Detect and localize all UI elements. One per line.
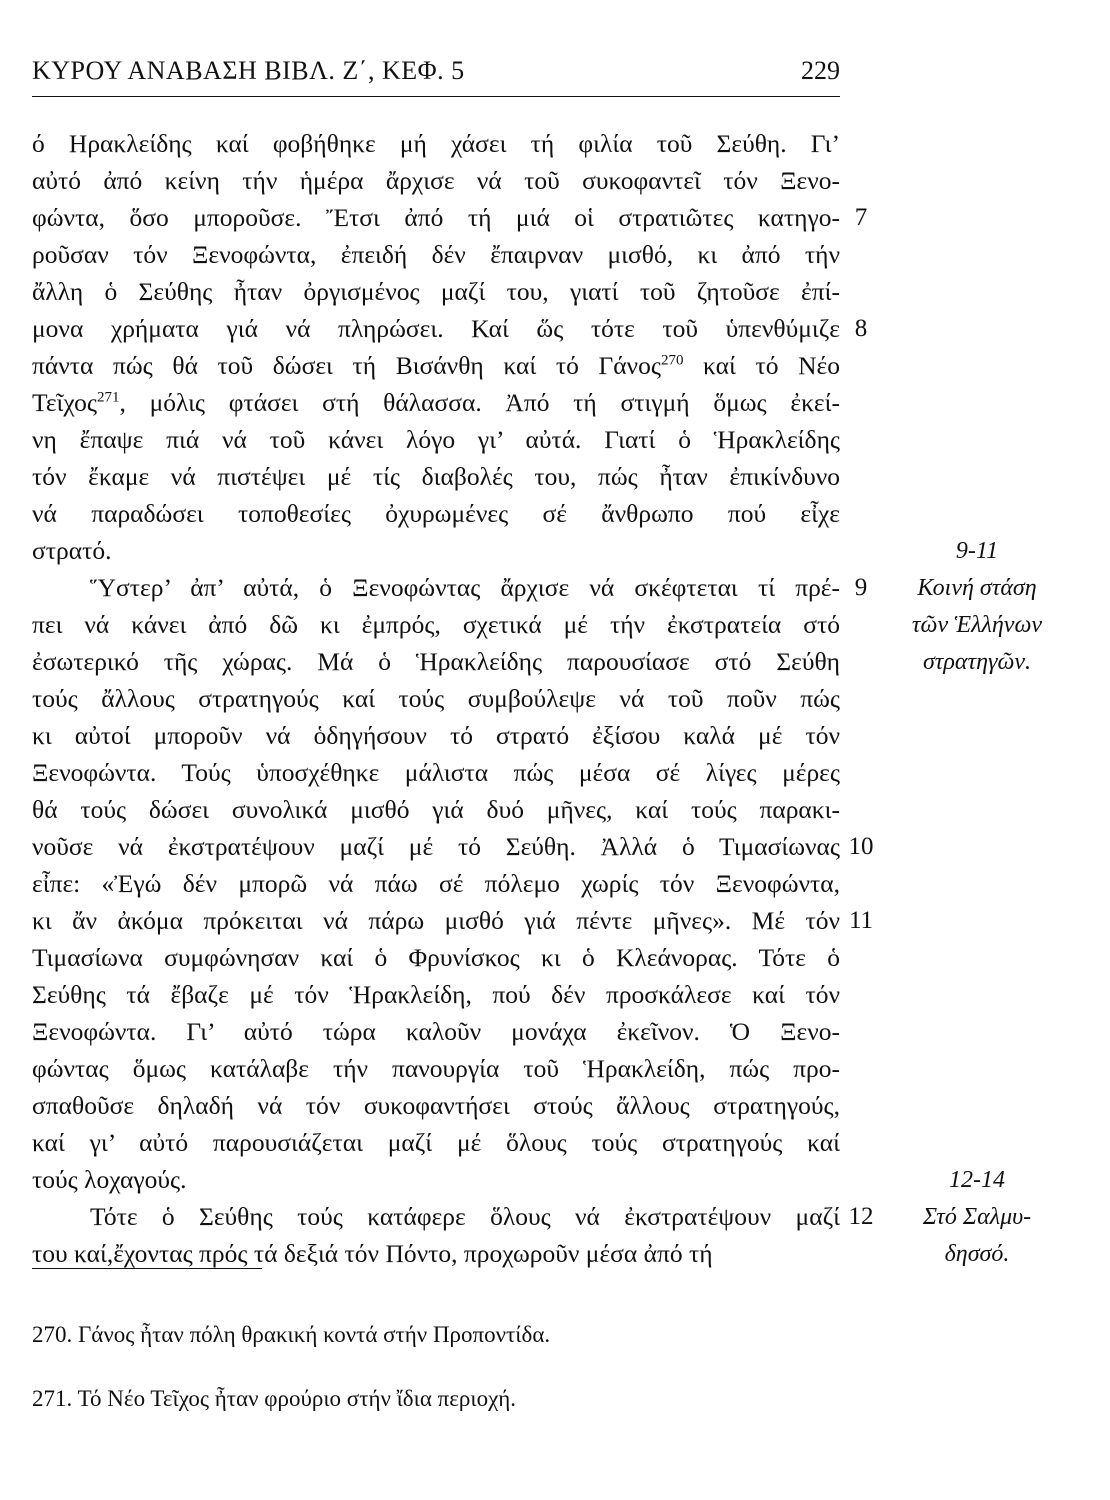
- text-line: ροῦσαν τόν Ξενοφώντα, ἐπειδή δέν ἔπαιρναν μισθό, κι ἀπό τήν: [32, 240, 840, 269]
- text-line: ἄλλη ὁ Σεύθης ἦταν ὀργισμένος μαζί του, γιατί τοῦ ζητοῦσε ἐπί-: [32, 277, 840, 306]
- text-line: [32, 385, 840, 421]
- line-number: 12: [848, 1203, 874, 1230]
- text-line: ἐσωτερικό τῆς χώρας. Μά ὁ Ἡρακλείδης παρουσίασε στό Σεύθη: [32, 647, 840, 676]
- line-number: 8: [854, 315, 868, 342]
- text-line: στρατό.: [32, 536, 112, 565]
- footnote-270: 270. Γάνος ἦταν πόλη θρακική κοντά στήν Προποντίδα.: [32, 1322, 551, 1347]
- margin-note-range: 12-14: [949, 1167, 1005, 1193]
- text-line: Ξενοφώντα. Τούς ὑποσχέθηκε μάλιστα πώς μέσα σέ λίγες μέρες: [32, 758, 840, 787]
- text-line: αὐτό ἀπό κείνη τήν ἡμέρα ἄρχισε νά τοῦ συκοφαντεῖ τόν Ξενο-: [32, 166, 840, 195]
- text-line: Τότε ὁ Σεύθης τούς κατάφερε ὅλους νά ἐκστρατέψουν μαζί: [90, 1202, 840, 1231]
- margin-note-line: Κοινή στάση: [917, 575, 1037, 601]
- text-line: κι ἄν ἀκόμα πρόκειται νά πάρω μισθό γιά πέντε μῆνες». Μέ τόν: [32, 906, 840, 935]
- running-header: [32, 50, 840, 90]
- text-line: Ὕστερ’ ἀπ’ αὐτά, ὁ Ξενοφώντας ἄρχισε νά σκέφτεται τί πρέ-: [90, 573, 840, 602]
- running-title: ΚΥΡΟΥ ΑΝΑΒΑΣΗ ΒΙΒΛ. Ζ΄, ΚΕΦ. 5: [32, 56, 465, 85]
- footnote-ref-270: 270: [660, 352, 684, 369]
- text-line: Σεύθης τά ἔβαζε μέ τόν Ἡρακλείδη, πού δέν προσκάλεσε καί τόν: [32, 980, 840, 1009]
- margin-note-line: δησσό.: [944, 1241, 1010, 1267]
- text-line: νά παραδώσει τοποθεσίες ὀχυρωμένες σέ ἄνθρωπο πού εἶχε: [32, 499, 840, 528]
- header-rule: [32, 96, 840, 97]
- footnote-ref-271: 271: [97, 389, 120, 406]
- text-line: κι αὐτοί μποροῦν νά ὁδηγήσουν τό στρατό ἐξίσου καλά μέ τόν: [32, 721, 840, 750]
- text-line: ό Ηρακλείδης καί φοβήθηκε μή χάσει τή φιλία τοῦ Σεύθη. Γι’: [32, 129, 840, 158]
- line-number: 10: [848, 833, 874, 860]
- text-line: τούς ἄλλους στρατηγούς καί τούς συμβούλεψε νά τοῦ ποῦν πώς: [32, 684, 840, 713]
- margin-note-line: στρατηγῶν.: [922, 649, 1032, 675]
- text-segment: Τεῖχος: [32, 388, 97, 417]
- margin-note-line: τῶν Ἑλλήνων: [911, 612, 1043, 638]
- text-segment: πάντα πώς θά τοῦ δώσει τή Βισάνθη καί τό Γάνος: [32, 351, 661, 380]
- line-number: 7: [854, 204, 868, 231]
- page-number: 229: [801, 56, 840, 85]
- text-line: σπαθοῦσε δηλαδή νά τόν συκοφαντήσει στούς ἄλλους στρατηγούς,: [32, 1091, 840, 1120]
- line-number: 11: [848, 907, 874, 934]
- text-line: καί γι’ αὐτό παρουσιάζεται μαζί μέ ὅλους τούς στρατηγούς καί: [32, 1128, 840, 1157]
- margin-note-range: 9-11: [955, 538, 999, 564]
- text-segment: , μόλις φτάσει στή θάλασσα. Ἀπό τή στιγμή ὅμως ἐκεί-: [119, 388, 840, 417]
- footnote-271: 271. Τό Νέο Τεῖχος ἦταν φρούριο στήν ἴδια περιοχή.: [32, 1386, 517, 1411]
- text-line: νη ἔπαψε πιά νά τοῦ κάνει λόγο γι’ αὐτά. Γιατί ὁ Ἡρακλείδης: [32, 425, 840, 454]
- text-line: Ξενοφώντα. Γι’ αὐτό τώρα καλοῦν μονάχα ἐκεῖνον. Ὁ Ξενο-: [32, 1017, 840, 1046]
- text-line: εἶπε: «Ἐγώ δέν μπορῶ νά πάω σέ πόλεμο χωρίς τόν Ξενοφώντα,: [32, 869, 840, 898]
- text-line: [32, 348, 840, 384]
- text-line: τόν ἔκαμε νά πιστέψει μέ τίς διαβολές του, πώς ἦταν ἐπικίνδυνο: [32, 462, 840, 491]
- text-line: νοῦσε νά ἐκστρατέψουν μαζί μέ τό Σεύθη. Ἀλλά ὁ Τιμασίωνας: [32, 832, 840, 861]
- text-line: φώντας ὅμως κατάλαβε τήν πανουργία τοῦ Ἡρακλείδη, πώς προ-: [32, 1054, 840, 1083]
- text-line: μονα χρήματα γιά νά πληρώσει. Καί ὥς τότε τοῦ ὑπενθύμιζε: [32, 314, 840, 343]
- text-line: του καί,ἔχοντας πρός τά δεξιά τόν Πόντο, προχωροῦν μέσα ἀπό τή: [32, 1239, 713, 1268]
- text-line: φώντα, ὅσο μποροῦσε. Ἔτσι ἀπό τή μιά οἱ στρατιῶτες κατηγο-: [32, 203, 840, 232]
- text-line: πει νά κάνει ἀπό δῶ κι ἐμπρός, σχετικά μέ τήν ἐκστρατεία στό: [32, 610, 840, 639]
- margin-note-line: Στό Σαλμυ-: [922, 1204, 1032, 1230]
- line-number: 9: [854, 574, 868, 601]
- text-segment: καί τό Νέο: [683, 351, 840, 380]
- text-line: Τιμασίωνα συμφώνησαν καί ὁ Φρυνίσκος κι ὁ Κλεάνορας. Τότε ὁ: [32, 943, 840, 972]
- footnote-rule: [32, 1268, 262, 1269]
- text-line: τούς λοχαγούς.: [32, 1165, 187, 1194]
- text-line: θά τούς δώσει συνολικά μισθό γιά δυό μῆνες, καί τούς παρακι-: [32, 795, 840, 824]
